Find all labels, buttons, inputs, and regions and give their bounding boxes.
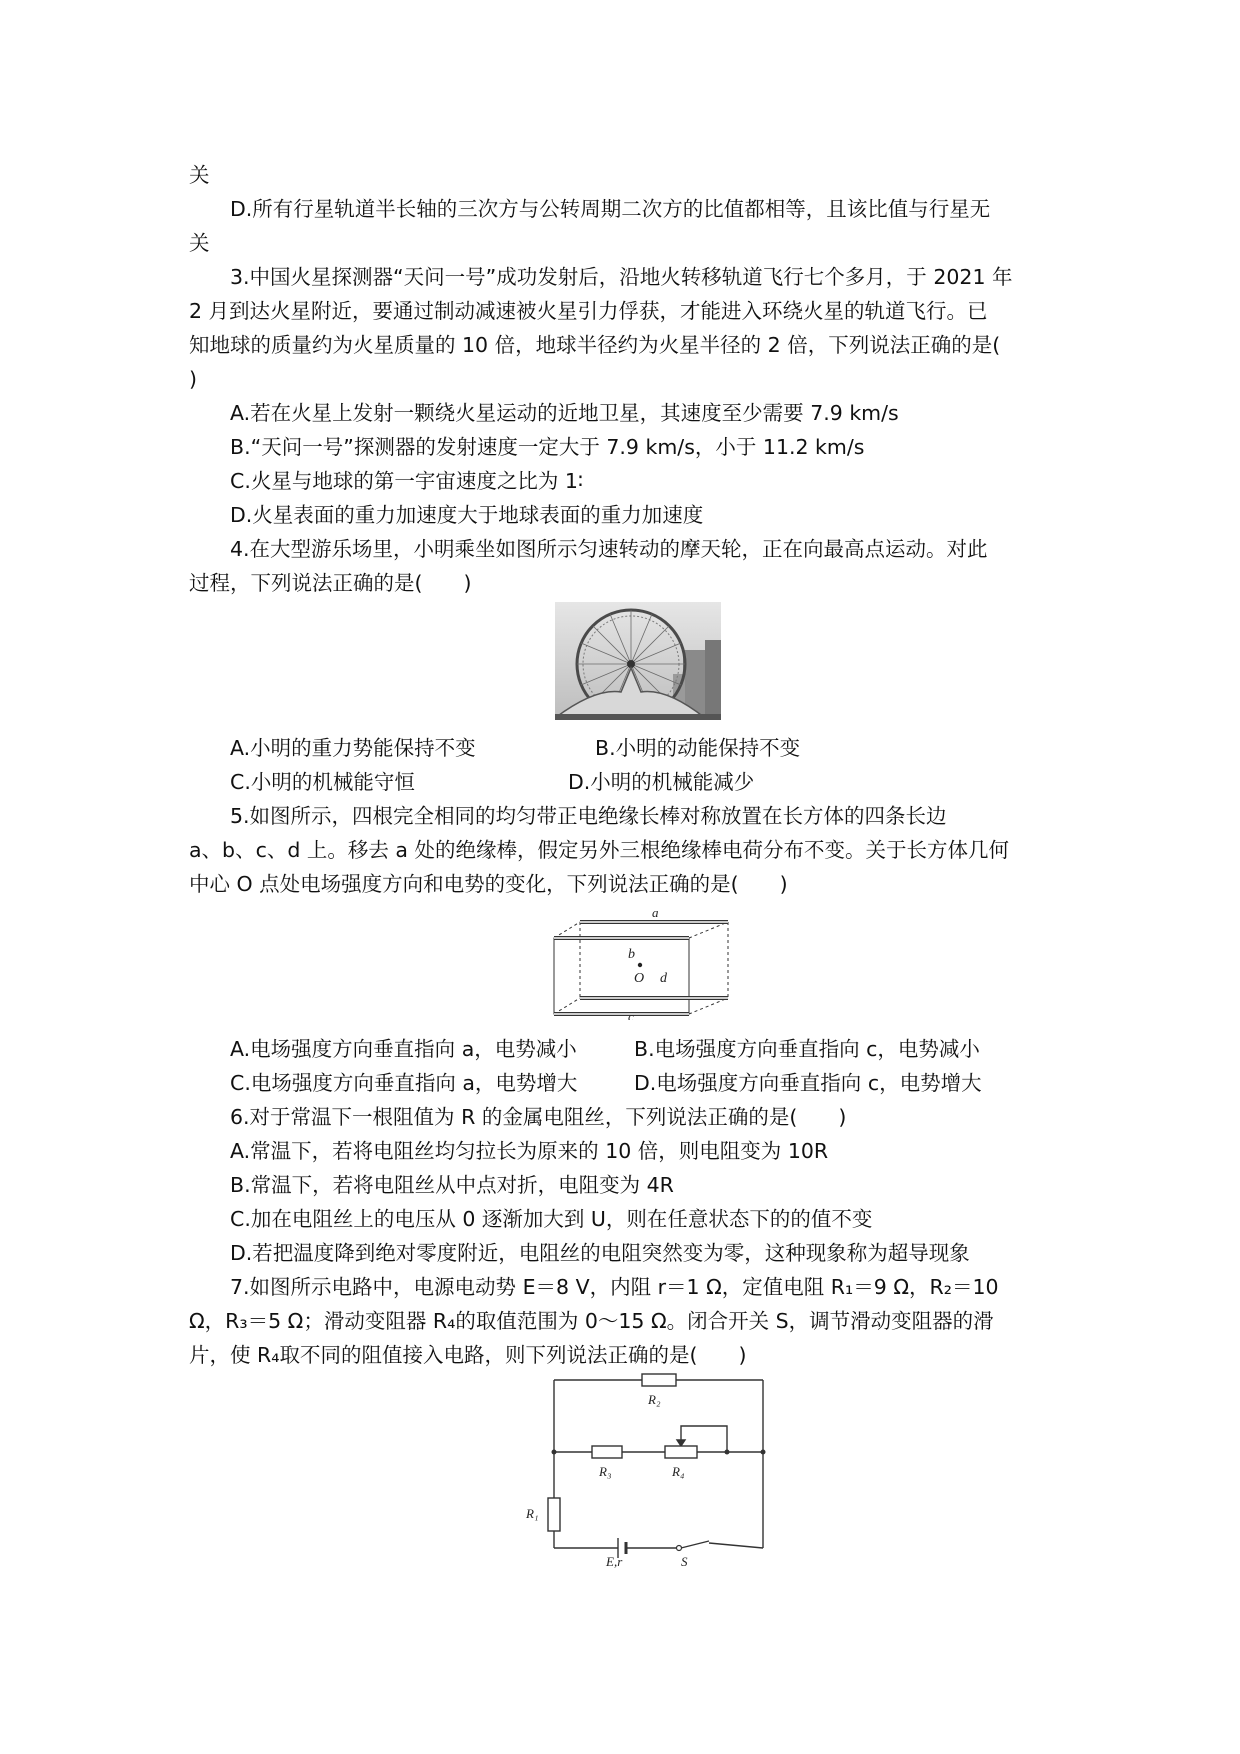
option-c: C.加在电阻丝上的电压从 0 逐渐加大到 U，则在任意状态下的的值不变 <box>230 1207 873 1231</box>
text-line: 关 <box>189 231 210 255</box>
label-b: b <box>628 947 635 962</box>
label-source: E,r <box>606 1554 623 1568</box>
text-line: 中心 O 点处电场强度方向和电势的变化，下列说法正确的是( ) <box>189 872 788 896</box>
label-d: d <box>660 971 667 986</box>
text-line: 2 月到达火星附近，要通过制动减速被火星引力俘获，才能进入环绕火星的轨道飞行。已 <box>189 299 988 323</box>
label-r4: R₄ <box>672 1464 685 1479</box>
label-r1: R₁ <box>526 1506 539 1521</box>
label-c: c <box>628 1009 634 1020</box>
text-line: a、b、c、d 上。移去 a 处的绝缘棒，假定另外三根绝缘棒电荷分布不变。关于长方体几何 <box>189 838 1009 862</box>
option-a: A.电场强度方向垂直指向 a，电势减小 <box>230 1037 577 1061</box>
option-c: C.火星与地球的第一宇宙速度之比为 1∶ <box>230 469 584 493</box>
option-d: D.若把温度降到绝对零度附近，电阻丝的电阻突然变为零，这种现象称为超导现象 <box>230 1241 970 1265</box>
option-d: D.火星表面的重力加速度大于地球表面的重力加速度 <box>230 503 704 527</box>
circuit-diagram <box>520 1368 770 1568</box>
option-b: B.电场强度方向垂直指向 c，电势减小 <box>634 1037 980 1061</box>
option-a: A.小明的重力势能保持不变 <box>230 736 476 760</box>
label-a: a <box>652 908 659 920</box>
option-b: B.“天问一号”探测器的发射速度一定大于 7.9 km/s，小于 11.2 km/s <box>230 435 865 459</box>
label-switch: S <box>681 1554 688 1568</box>
text-line: 过程，下列说法正确的是( ) <box>189 571 472 595</box>
option-c: C.电场强度方向垂直指向 a，电势增大 <box>230 1071 578 1095</box>
question-5-stem: 5.如图所示，四根完全相同的均匀带正电绝缘长棒对称放置在长方体的四条长边 <box>230 804 947 828</box>
question-7-stem: 7.如图所示电路中，电源电动势 E＝8 V，内阻 r＝1 Ω，定值电阻 R₁＝9 Ω，R₂＝10 <box>230 1275 999 1299</box>
text-line: ) <box>189 367 197 391</box>
label-o: O <box>634 971 645 986</box>
option-b: B.常温下，若将电阻丝从中点对折，电阻变为 4R <box>230 1173 674 1197</box>
option-b: B.小明的动能保持不变 <box>595 736 801 760</box>
box-rods-diagram <box>548 908 733 1020</box>
option-c: C.小明的机械能守恒 <box>230 770 415 794</box>
text-line: 知地球的质量约为火星质量的 10 倍，地球半径约为火星半径的 2 倍，下列说法正确的是( <box>189 333 1001 357</box>
question-4-stem: 4.在大型游乐场里，小明乘坐如图所示匀速转动的摩天轮，正在向最高点运动。对此 <box>230 537 988 561</box>
option-a: A.常温下，若将电阻丝均匀拉长为原来的 10 倍，则电阻变为 10R <box>230 1139 829 1163</box>
text-line: 片，使 R₄取不同的阻值接入电路，则下列说法正确的是( ) <box>189 1343 747 1367</box>
label-r2: R₂ <box>648 1392 661 1407</box>
label-r3: R₃ <box>599 1464 612 1479</box>
question-3-stem: 3.中国火星探测器“天问一号”成功发射后，沿地火转移轨道飞行七个多月，于 2021 年 <box>230 265 1013 289</box>
option-d: D.小明的机械能减少 <box>568 770 755 794</box>
question-6-stem: 6.对于常温下一根阻值为 R 的金属电阻丝，下列说法正确的是( ) <box>230 1105 847 1129</box>
ferris-wheel-image <box>555 602 721 720</box>
option-d: D.电场强度方向垂直指向 c，电势增大 <box>634 1071 982 1095</box>
text-line: Ω，R₃＝5 Ω；滑动变阻器 R₄的取值范围为 0～15 Ω。闭合开关 S，调节滑动变阻器的滑 <box>189 1309 994 1333</box>
option-d: D.所有行星轨道半长轴的三次方与公转周期二次方的比值都相等，且该比值与行星无 <box>230 197 991 221</box>
text-line: 关 <box>189 163 210 187</box>
option-a: A.若在火星上发射一颗绕火星运动的近地卫星，其速度至少需要 7.9 km/s <box>230 401 899 425</box>
